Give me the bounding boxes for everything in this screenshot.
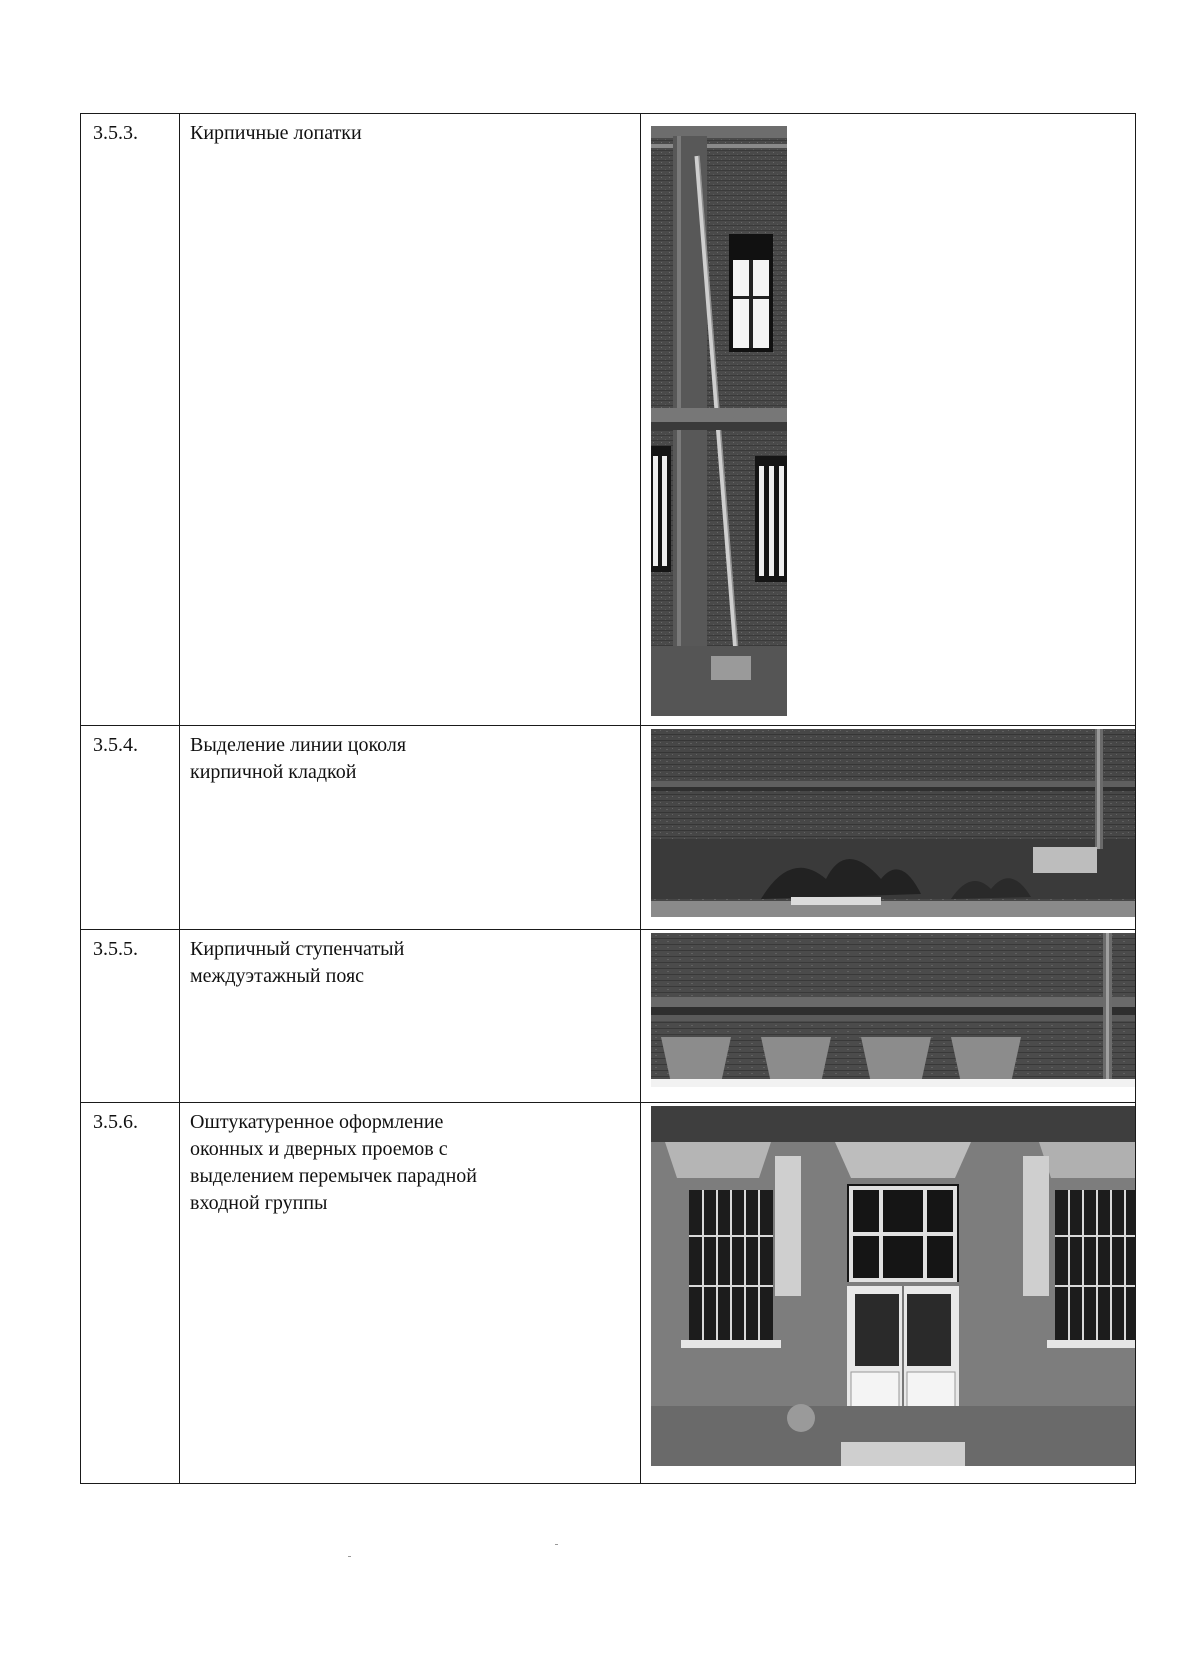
table-row [81, 726, 1136, 930]
item-description: Оштукатуренное оформление оконных и дверных проемов с выделением перемычек парадной входной группы [180, 1103, 641, 1484]
item-description: Кирпичный ступенчатый междуэтажный пояс [180, 930, 641, 1103]
facade-brick-pilasters-photo [651, 126, 787, 716]
elements-table [80, 113, 1136, 1484]
plastered-entrance-group-photo [651, 1106, 1135, 1466]
item-number: 3.5.5. [81, 930, 180, 1103]
table-row [81, 930, 1136, 1103]
document-page [80, 113, 1096, 1489]
item-description: Кирпичные лопатки [180, 114, 641, 726]
photo-cell [641, 1103, 1136, 1484]
photo-cell [641, 930, 1136, 1103]
table-row [81, 1103, 1136, 1484]
brick-plinth-line-photo [651, 729, 1135, 917]
stepped-brick-belt-photo [651, 933, 1135, 1087]
item-number: 3.5.3. [81, 114, 180, 726]
item-number: 3.5.6. [81, 1103, 180, 1484]
table-row [81, 114, 1136, 726]
item-description: Выделение линии цоколя кирпичной кладкой [180, 726, 641, 930]
photo-cell [641, 726, 1136, 930]
photo-cell [641, 114, 1136, 726]
scan-speck [555, 1544, 558, 1545]
item-number: 3.5.4. [81, 726, 180, 930]
scan-speck [348, 1556, 351, 1557]
